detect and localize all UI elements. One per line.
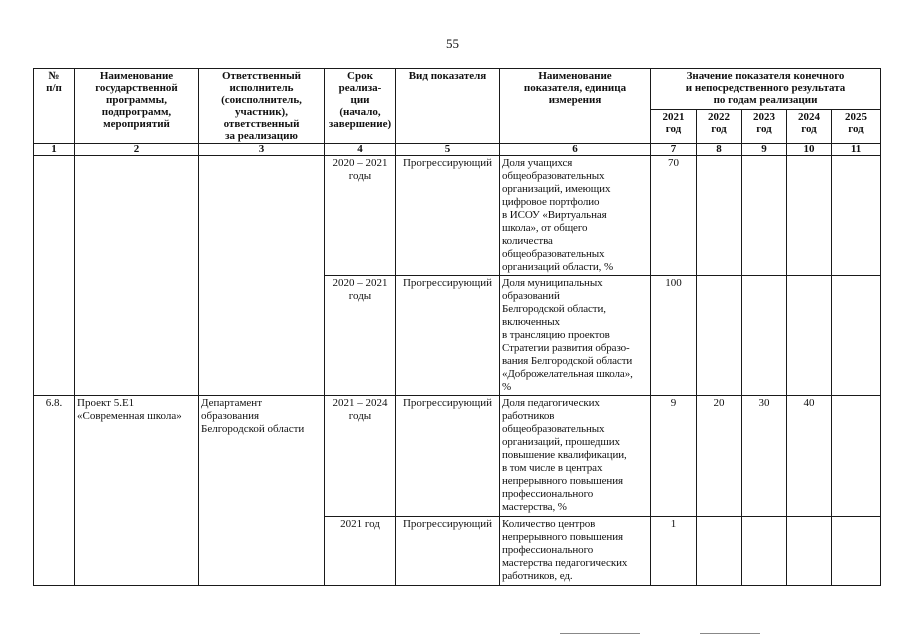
cell-term: 2021 год — [325, 517, 396, 586]
cell-value-2023 — [742, 276, 787, 396]
column-number: 5 — [396, 144, 500, 156]
header-term: Срок реализа- ции (начало, завершение) — [325, 69, 396, 144]
cell-indicator-kind: Прогрессирующий — [396, 396, 500, 517]
header-year: 2022 год — [697, 110, 742, 144]
header-year: 2021 год — [651, 110, 697, 144]
cell-program-name: Проект 5.Е1 «Современная школа» — [75, 396, 199, 586]
cell-value-2022 — [697, 517, 742, 586]
table-body — [34, 156, 881, 586]
cell-value-2024: 40 — [787, 396, 832, 517]
header-executor: Ответственный исполнитель (соисполнитель, участник), ответственный за реализацию — [199, 69, 325, 144]
cell-value-2021: 9 — [651, 396, 697, 517]
cell-value-2025 — [832, 276, 881, 396]
table-header — [34, 69, 881, 156]
cell-value-2025 — [832, 517, 881, 586]
column-number: 9 — [742, 144, 787, 156]
cell-indicator-kind: Прогрессирующий — [396, 517, 500, 586]
header-year: 2023 год — [742, 110, 787, 144]
cell-value-2024 — [787, 276, 832, 396]
cell-term: 2020 – 2021 годы — [325, 156, 396, 276]
cell-value-2024 — [787, 156, 832, 276]
column-number: 11 — [832, 144, 881, 156]
column-number: 10 — [787, 144, 832, 156]
cell-program-name — [75, 156, 199, 396]
cell-value-2021: 1 — [651, 517, 697, 586]
table-row — [34, 156, 881, 276]
cell-indicator-kind: Прогрессирующий — [396, 156, 500, 276]
cell-value-2023 — [742, 156, 787, 276]
header-indicator-kind: Вид показателя — [396, 69, 500, 144]
column-number: 1 — [34, 144, 75, 156]
cell-indicator-kind: Прогрессирующий — [396, 276, 500, 396]
cell-value-2022 — [697, 156, 742, 276]
table-row — [34, 396, 881, 517]
cell-value-2021: 100 — [651, 276, 697, 396]
cell-term: 2020 – 2021 годы — [325, 276, 396, 396]
cell-value-2023 — [742, 517, 787, 586]
cell-value-2024 — [787, 517, 832, 586]
cell-value-2025 — [832, 156, 881, 276]
column-number: 4 — [325, 144, 396, 156]
column-number: 3 — [199, 144, 325, 156]
column-number: 2 — [75, 144, 199, 156]
cell-value-2025 — [832, 396, 881, 517]
cell-indicator-name: Доля педагогических работников общеобразовательных организаций, прошедших повышение квалификации, в том числе в центрах непрерывного повышения профессионального мастерства, % — [500, 396, 651, 517]
column-number: 8 — [697, 144, 742, 156]
header-num: № п/п — [34, 69, 75, 144]
cell-indicator-name: Количество центров непрерывного повышения профессионального мастерства педагогических работников, ед. — [500, 517, 651, 586]
cell-executor — [199, 156, 325, 396]
cell-indicator-name: Доля муниципальных образований Белгородской области, включенных в трансляцию проектов Стратегии развития образо- вания Белгородской области «Доброжелательная школа», % — [500, 276, 651, 396]
header-year: 2025 год — [832, 110, 881, 144]
cell-value-2021: 70 — [651, 156, 697, 276]
cell-value-2022: 20 — [697, 396, 742, 517]
cell-executor: Департамент образования Белгородской области — [199, 396, 325, 586]
column-number-row — [34, 144, 881, 156]
cell-indicator-name: Доля учащихся общеобразовательных организаций, имеющих цифровое портфолио в ИСОУ «Виртуальная школа», от общего количества общеобразовательных организаций области, % — [500, 156, 651, 276]
header-values: Значение показателя конечного и непосредственного результата по годам реализации — [651, 69, 881, 110]
cell-num — [34, 156, 75, 396]
column-number: 6 — [500, 144, 651, 156]
header-program-name: Наименование государственной программы, подпрограмм, мероприятий — [75, 69, 199, 144]
scan-mark — [560, 633, 640, 635]
cell-value-2023: 30 — [742, 396, 787, 517]
page-number: 55 — [446, 36, 459, 51]
header-year: 2024 год — [787, 110, 832, 144]
header-indicator-name: Наименование показателя, единица измерения — [500, 69, 651, 144]
cell-num: 6.8. — [34, 396, 75, 586]
indicator-table — [33, 68, 881, 586]
column-number: 7 — [651, 144, 697, 156]
cell-term: 2021 – 2024 годы — [325, 396, 396, 517]
cell-value-2022 — [697, 276, 742, 396]
scan-mark — [700, 633, 760, 635]
